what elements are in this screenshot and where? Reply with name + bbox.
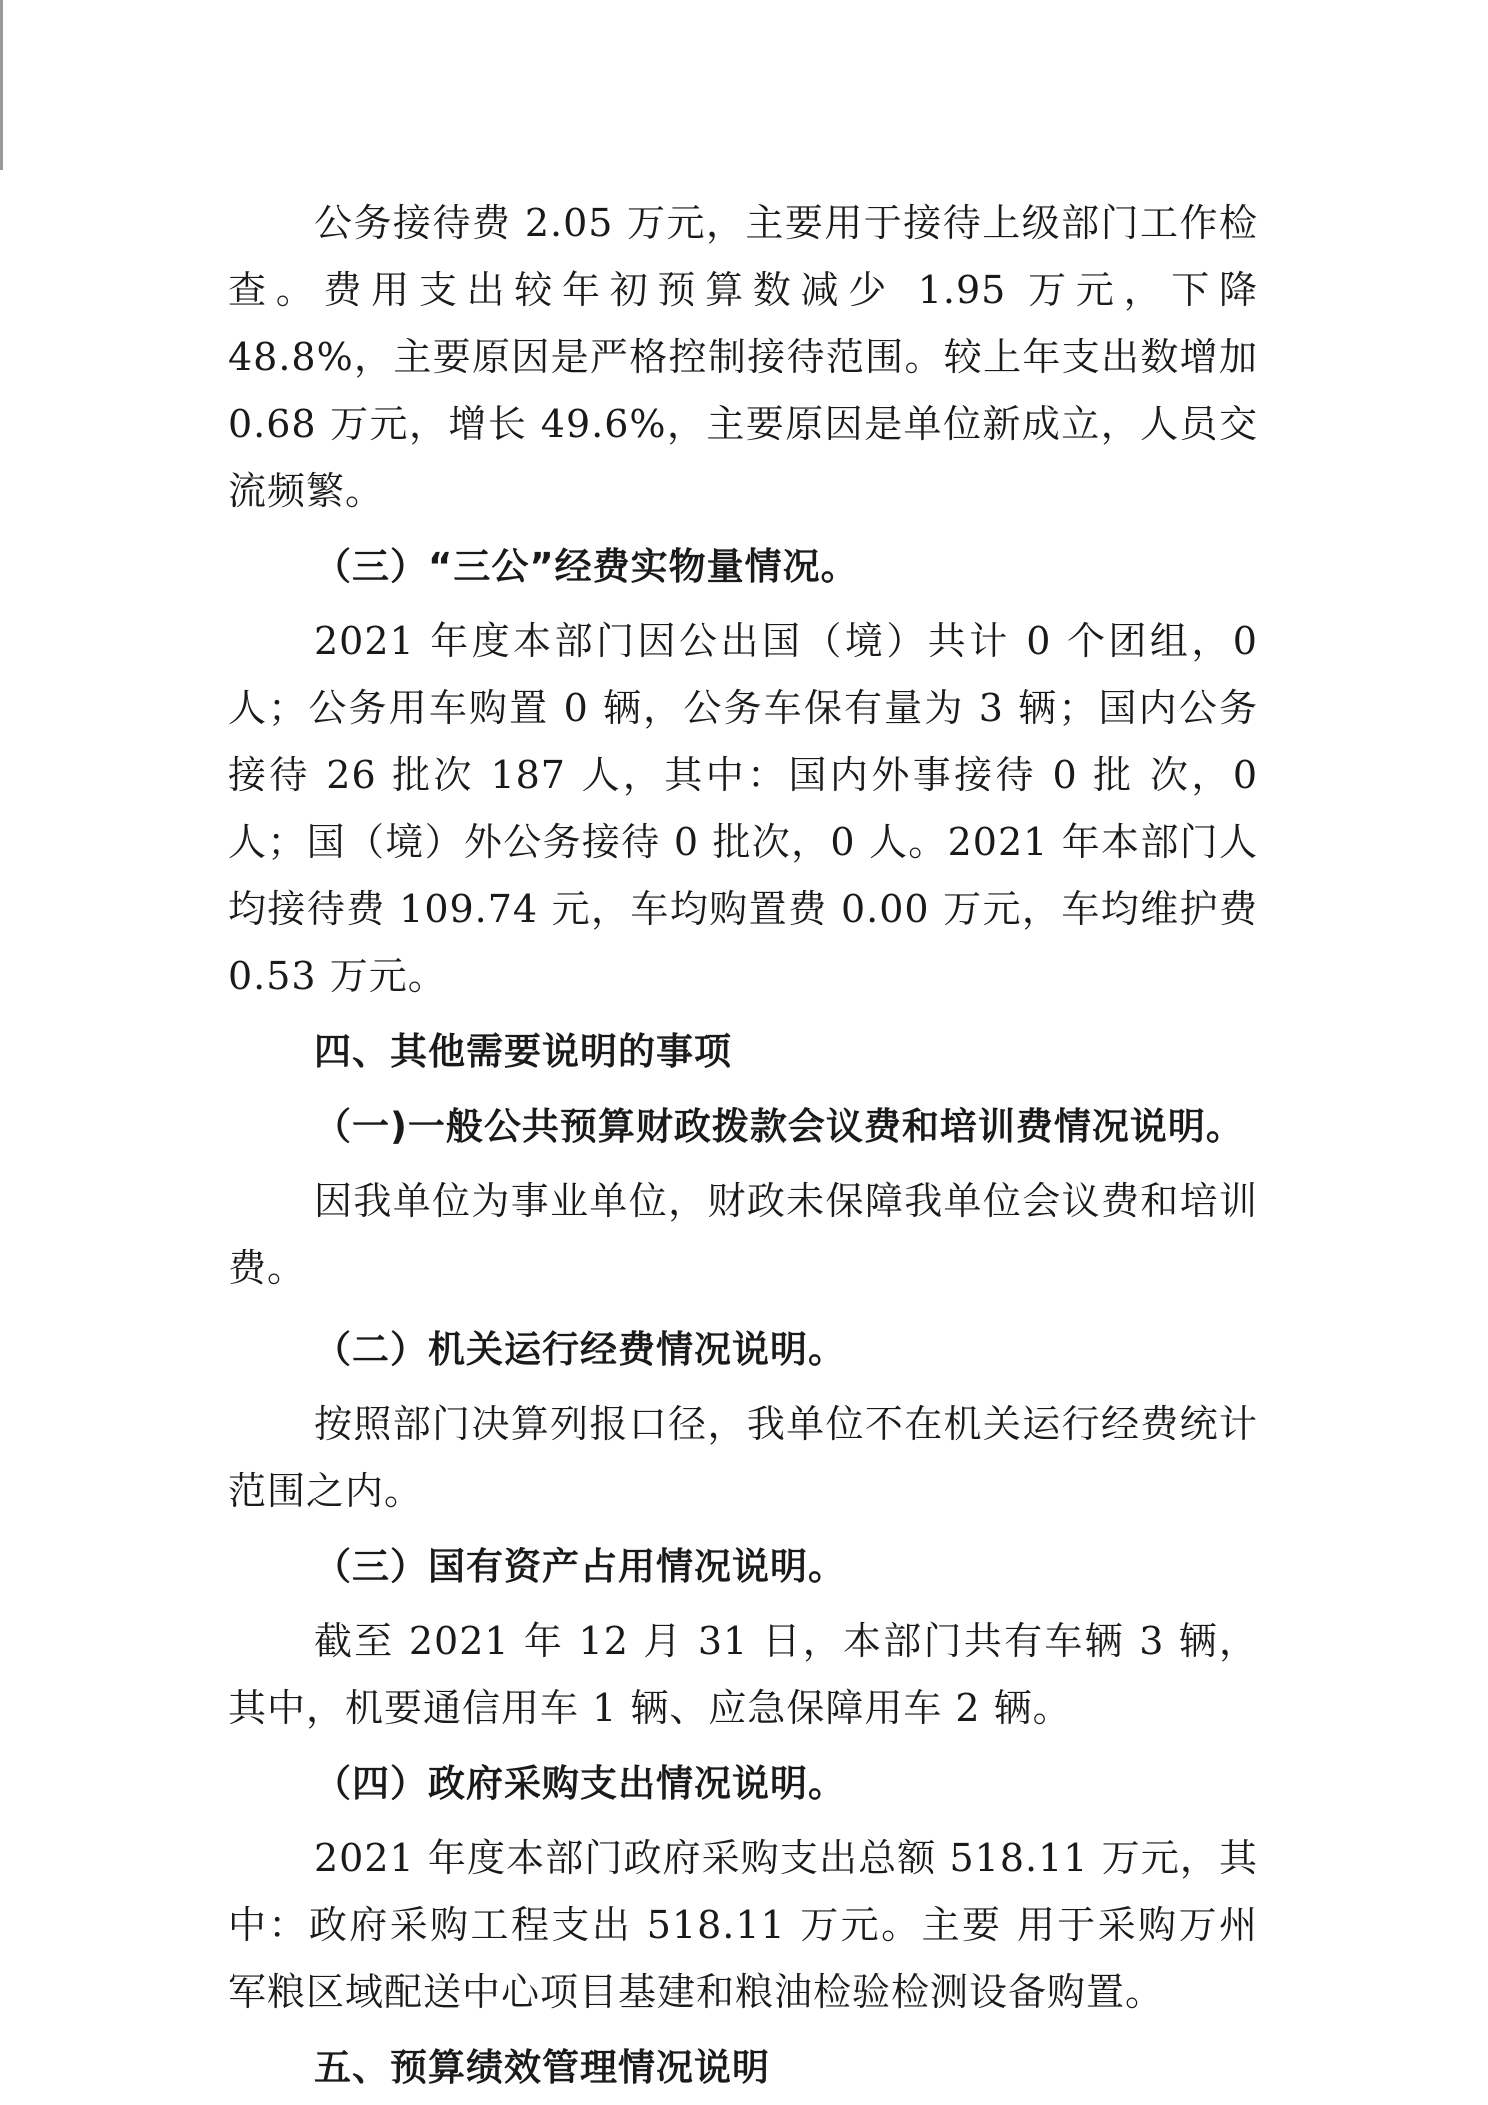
paragraph-procurement: 2021 年度本部门政府采购支出总额 518.11 万元，其中：政府采购工程支出 518.11 万元。主要 用于采购万州军粮区域配送中心项目基建和粮油检验检测设备购置。 — [228, 1836, 1258, 2014]
paragraph-state-assets: 截至 2021 年 12 月 31 日，本部门共有车辆 3 辆，其中，机要通信用车 1 辆、应急保障用车 2 辆。 — [228, 1619, 1258, 1730]
paragraph-operating-expense: 按照部门决算列报口径，我单位不在机关运行经费统计范围之内。 — [228, 1402, 1258, 1513]
heading-state-assets: （三）国有资产占用情况说明。 — [314, 1545, 846, 1588]
paragraph-reception-expense: 公务接待费 2.05 万元，主要用于接待上级部门工作检查。费用支出较年初预算数减少 1.95 万元，下降 48.8%，主要原因是严格控制接待范围。较上年支出数增加 0.68 万元，增长 49.6%，主要原因是单位新成立，人员交流频繁。 — [228, 201, 1258, 513]
heading-procurement: （四）政府采购支出情况说明。 — [314, 1762, 846, 1805]
heading-sangong-physical: （三）“三公”经费实物量情况。 — [314, 545, 859, 588]
paragraph-meeting-training: 因我单位为事业单位，财政未保障我单位会议费和培训费。 — [228, 1179, 1258, 1290]
heading-operating-expense: （二）机关运行经费情况说明。 — [314, 1328, 846, 1371]
document-body — [228, 190, 1258, 2101]
scan-edge-mark — [0, 0, 3, 170]
paragraph-sangong-quantities: 2021 年度本部门因公出国（境）共计 0 个团组，0 人；公务用车购置 0 辆，公务车保有量为 3 辆；国内公务接待 26 批次 187 人，其中：国内外事接待 0 批 次，0 人；国（境）外公务接待 0 批次，0 人。2021 年本部门人均接待费 109.74 元，车均购置费 0.00 万元，车均维护费 0.53 万元。 — [228, 619, 1258, 998]
section-heading-performance: 五、预算绩效管理情况说明 — [314, 2046, 770, 2089]
heading-meeting-training: （一)一般公共预算财政拨款会议费和培训费情况说明。 — [314, 1105, 1244, 1148]
section-heading-other-matters: 四、其他需要说明的事项 — [314, 1030, 732, 1073]
